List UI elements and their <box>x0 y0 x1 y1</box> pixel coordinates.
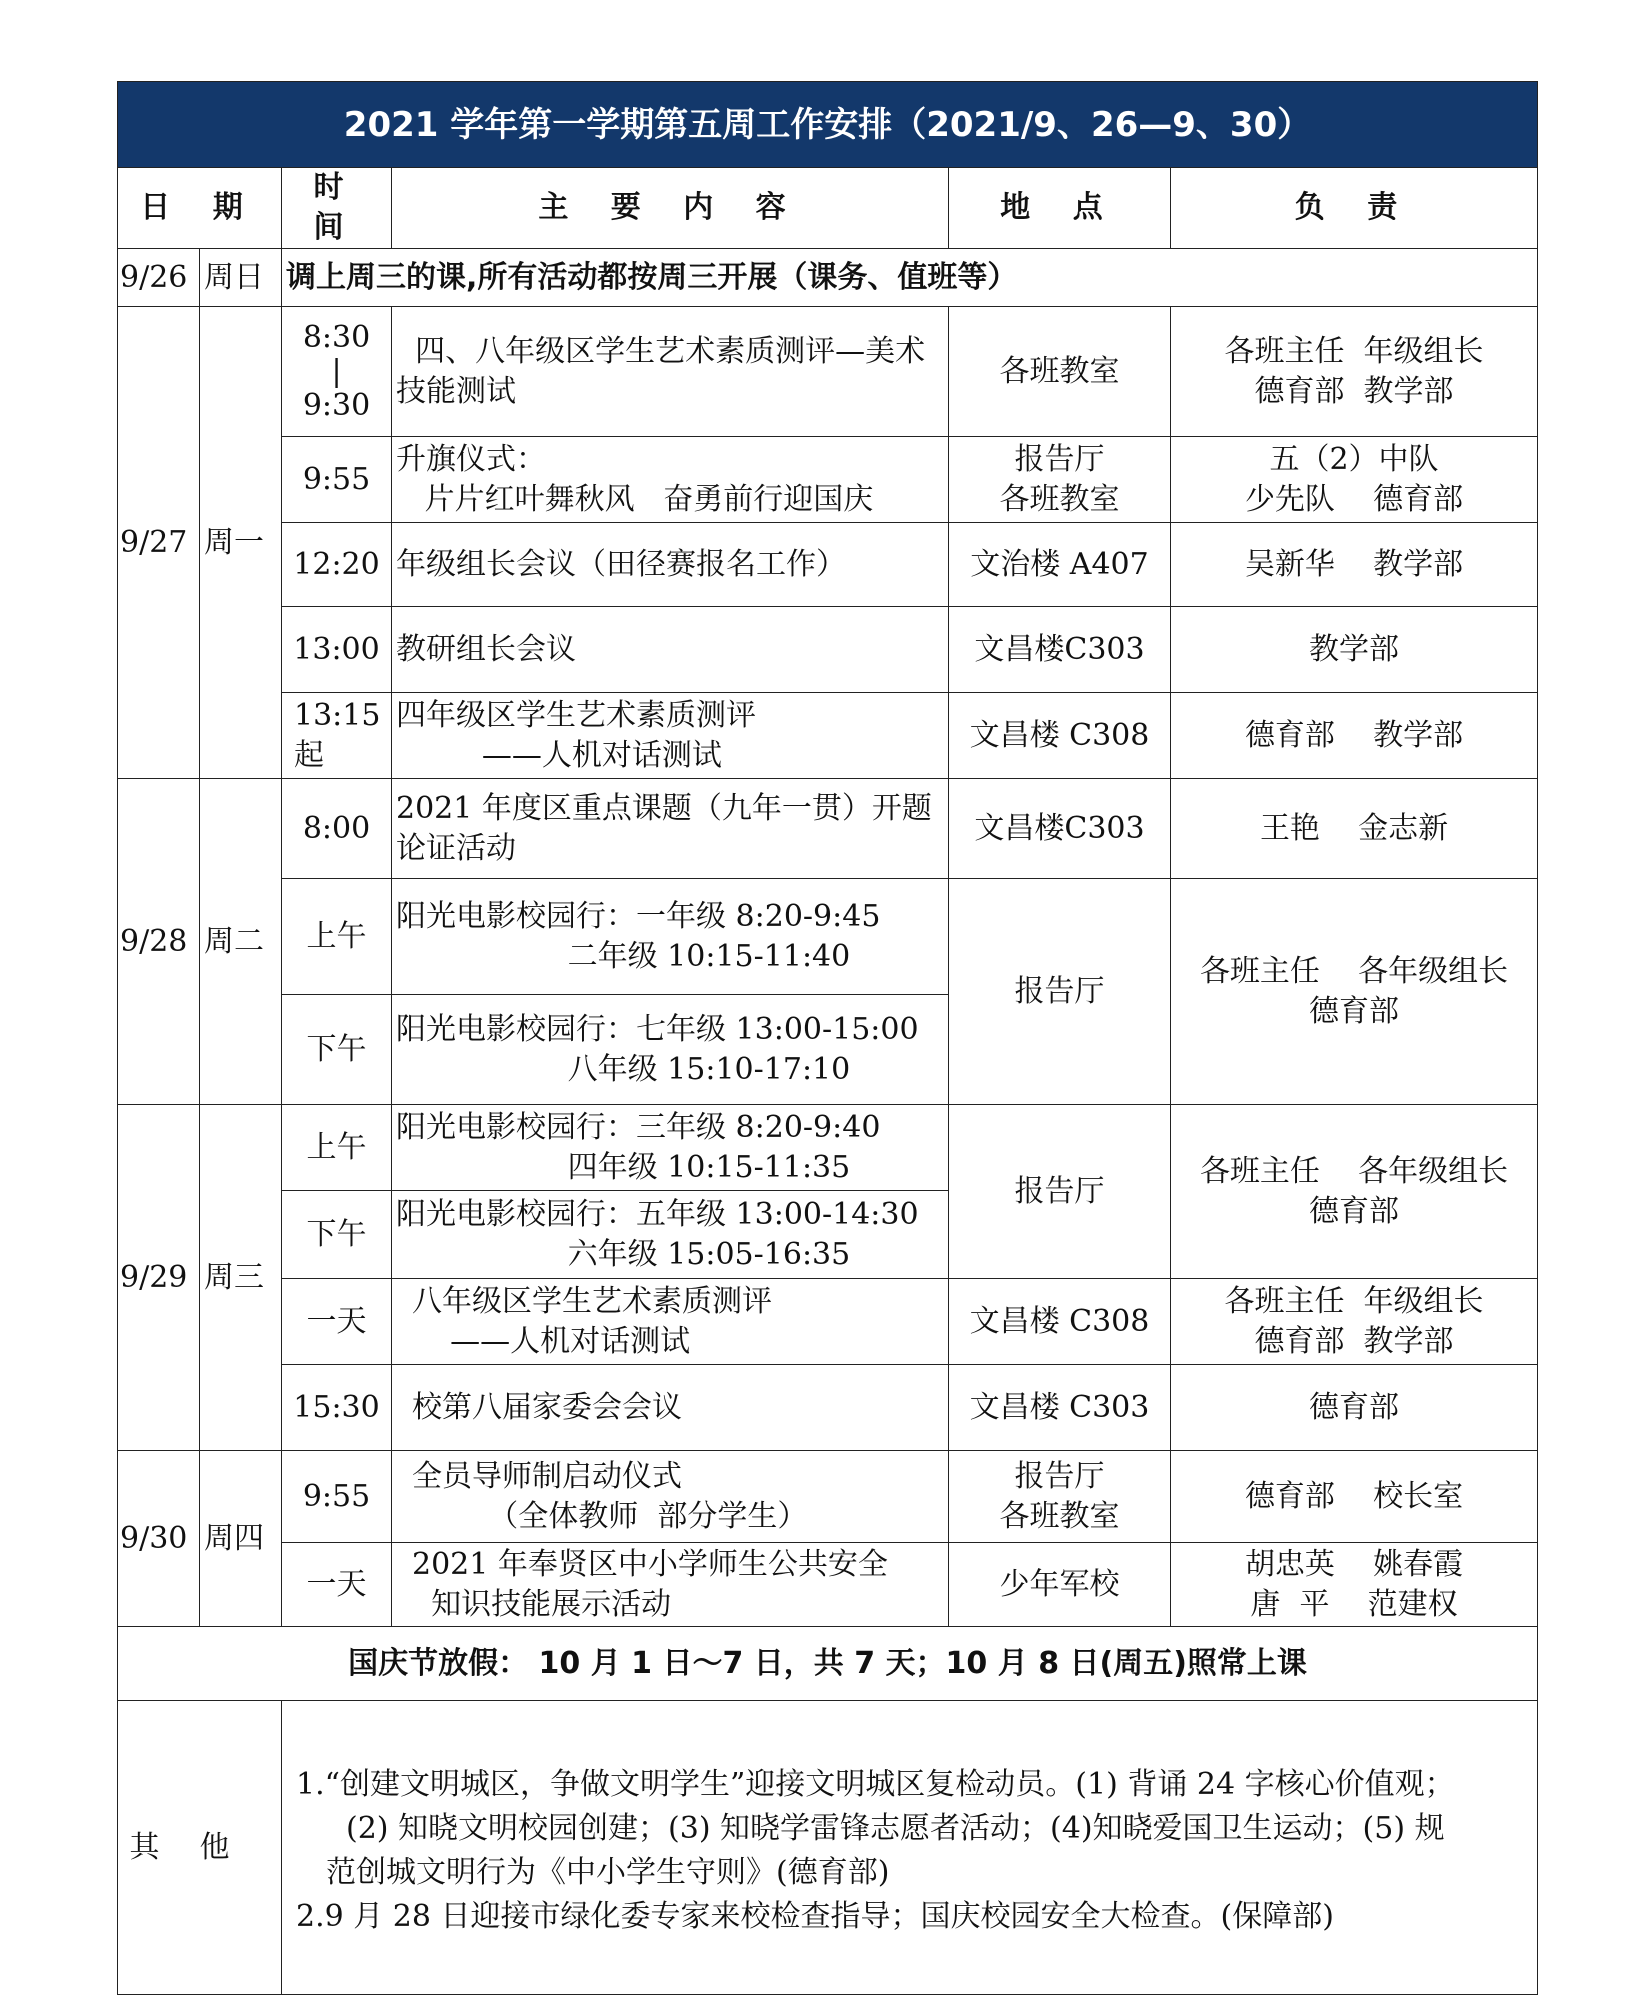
content-cell: 八年级区学生艺术素质测评 ——人机对话测试 <box>392 1279 949 1365</box>
responsible-cell: 德育部 校长室 <box>1171 1451 1538 1543</box>
table-row <box>118 1279 1538 1365</box>
weekday-cell: 周二 <box>200 779 282 1105</box>
header-time: 时 间 <box>282 168 392 249</box>
date-cell: 9/30 <box>118 1451 200 1627</box>
other-item-1 <box>296 1763 1529 1895</box>
responsible-cell: 吴新华 教学部 <box>1171 523 1538 607</box>
location-cell: 文治楼 A407 <box>949 523 1171 607</box>
weekday-cell: 周四 <box>200 1451 282 1627</box>
date-cell: 9/29 <box>118 1105 200 1451</box>
location-cell: 报告厅 <box>949 879 1171 1105</box>
time-cell: 一天 <box>282 1543 392 1627</box>
table-row <box>118 1627 1538 1701</box>
content-cell: 阳光电影校园行：一年级 8:20-9:45 二年级 10:15-11:40 <box>392 879 949 995</box>
responsible-cell: 各班主任 年级组长 德育部 教学部 <box>1171 307 1538 437</box>
content-cell: 全员导师制启动仪式 （全体教师 部分学生） <box>392 1451 949 1543</box>
content-cell: 阳光电影校园行：五年级 13:00-14:30 六年级 15:05-16:35 <box>392 1191 949 1279</box>
date-cell: 9/28 <box>118 779 200 1105</box>
location-cell: 文昌楼C303 <box>949 607 1171 693</box>
table-row <box>118 607 1538 693</box>
location-cell: 各班教室 <box>949 307 1171 437</box>
responsible-cell: 教学部 <box>1171 607 1538 693</box>
time-cell: 下午 <box>282 995 392 1105</box>
location-cell: 少年军校 <box>949 1543 1171 1627</box>
sunday-note: 调上周三的课,所有活动都按周三开展（课务、值班等） <box>282 249 1538 307</box>
time-cell: 12:20 <box>282 523 392 607</box>
table-row <box>118 1365 1538 1451</box>
time-cell: 13:00 <box>282 607 392 693</box>
date-cell: 9/26 <box>118 249 200 307</box>
time-cell: 8:30 | 9:30 <box>282 307 392 437</box>
table-row <box>118 249 1538 307</box>
content-cell: 阳光电影校园行：三年级 8:20-9:40 四年级 10:15-11:35 <box>392 1105 949 1191</box>
time-cell: 13:15 起 <box>282 693 392 779</box>
location-cell: 报告厅 <box>949 1105 1171 1279</box>
content-cell: 四、八年级区学生艺术素质测评—美术 技能测试 <box>392 307 949 437</box>
time-cell: 15:30 <box>282 1365 392 1451</box>
location-cell: 报告厅 各班教室 <box>949 437 1171 523</box>
content-cell: 2021 年奉贤区中小学师生公共安全 知识技能展示活动 <box>392 1543 949 1627</box>
other-item-2: 2.9 月 28 日迎接市绿化委专家来校检查指导；国庆校园安全大检查。(保障部) <box>296 1899 1334 1934</box>
content-cell: 升旗仪式： 片片红叶舞秋风 奋勇前行迎国庆 <box>392 437 949 523</box>
table-row <box>118 1451 1538 1543</box>
header-row <box>118 168 1538 249</box>
responsible-cell: 德育部 教学部 <box>1171 693 1538 779</box>
location-cell: 报告厅 各班教室 <box>949 1451 1171 1543</box>
time-cell: 下午 <box>282 1191 392 1279</box>
page-title: 2021 学年第一学期第五周工作安排（2021/9、26—9、30） <box>118 82 1538 168</box>
header-location: 地 点 <box>949 168 1171 249</box>
responsible-cell: 各班主任 各年级组长 德育部 <box>1171 879 1538 1105</box>
time-cell: 9:55 <box>282 1451 392 1543</box>
location-cell: 文昌楼 C308 <box>949 693 1171 779</box>
responsible-cell: 五（2）中队 少先队 德育部 <box>1171 437 1538 523</box>
table-row <box>118 437 1538 523</box>
responsible-cell: 德育部 <box>1171 1365 1538 1451</box>
holiday-notice: 国庆节放假： 10 月 1 日～7 日，共 7 天；10 月 8 日(周五)照常上课 <box>118 1627 1538 1701</box>
other-notes <box>282 1701 1538 1995</box>
table-row <box>118 1701 1538 1995</box>
time-cell: 一天 <box>282 1279 392 1365</box>
content-cell: 校第八届家委会会议 <box>392 1365 949 1451</box>
time-cell: 上午 <box>282 879 392 995</box>
table-row <box>118 307 1538 437</box>
table-row <box>118 1543 1538 1627</box>
time-cell: 上午 <box>282 1105 392 1191</box>
header-date: 日 期 <box>118 168 282 249</box>
header-content: 主 要 内 容 <box>392 168 949 249</box>
other-item-1-line-2: (2) 知晓文明校园创建；(3) 知晓学雷锋志愿者活动；(4)知晓爱国卫生运动；(5) 规 <box>346 1811 1445 1846</box>
weekday-cell: 周一 <box>200 307 282 779</box>
other-item-1-line-1: 1.“创建文明城区，争做文明学生”迎接文明城区复检动员。(1) 背诵 24 字核心价值观； <box>296 1767 1455 1802</box>
content-cell: 教研组长会议 <box>392 607 949 693</box>
header-responsible: 负 责 <box>1171 168 1538 249</box>
table-row <box>118 879 1538 995</box>
responsible-cell: 胡忠英 姚春霞 唐 平 范建权 <box>1171 1543 1538 1627</box>
content-cell: 四年级区学生艺术素质测评 ——人机对话测试 <box>392 693 949 779</box>
content-cell: 2021 年度区重点课题（九年一贯）开题 论证活动 <box>392 779 949 879</box>
content-cell: 年级组长会议（田径赛报名工作） <box>392 523 949 607</box>
table-row <box>118 779 1538 879</box>
table-row <box>118 1105 1538 1191</box>
date-cell: 9/27 <box>118 307 200 779</box>
location-cell: 文昌楼 C308 <box>949 1279 1171 1365</box>
weekday-cell: 周三 <box>200 1105 282 1451</box>
responsible-cell: 各班主任 年级组长 德育部 教学部 <box>1171 1279 1538 1365</box>
time-cell: 8:00 <box>282 779 392 879</box>
time-cell: 9:55 <box>282 437 392 523</box>
other-label: 其他 <box>118 1701 282 1995</box>
other-item-1-line-3: 范创城文明行为《中小学生守则》(德育部) <box>326 1855 890 1890</box>
table-row <box>118 693 1538 779</box>
location-cell: 文昌楼 C303 <box>949 1365 1171 1451</box>
table-row <box>118 523 1538 607</box>
content-cell: 阳光电影校园行：七年级 13:00-15:00 八年级 15:10-17:10 <box>392 995 949 1105</box>
responsible-cell: 各班主任 各年级组长 德育部 <box>1171 1105 1538 1279</box>
weekday-cell: 周日 <box>200 249 282 307</box>
responsible-cell: 王艳 金志新 <box>1171 779 1538 879</box>
schedule-table <box>117 81 1538 1995</box>
location-cell: 文昌楼C303 <box>949 779 1171 879</box>
